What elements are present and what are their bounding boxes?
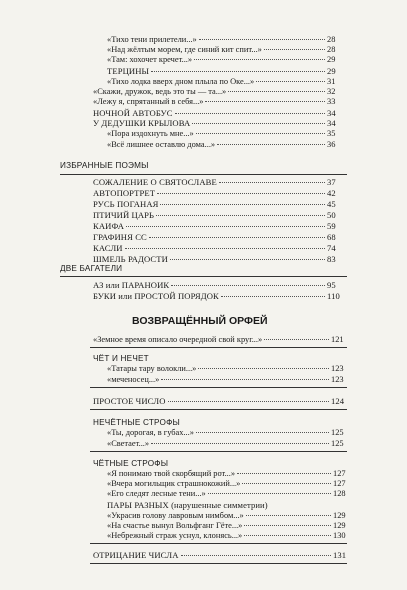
toc-entry: СОЖАЛЕНИЕ О СВЯТОСЛАВЕ 37 bbox=[93, 177, 336, 187]
section-rule bbox=[90, 543, 347, 544]
toc-entry: ГРАФИНЯ СС 68 bbox=[93, 232, 336, 242]
toc-entry: У ДЕДУШКИ КРЫЛОВА 34 bbox=[93, 118, 336, 128]
toc-entry: «Лежу я, спрятанный в себя...» 33 bbox=[93, 97, 336, 106]
toc-entry: КАСЛИ 74 bbox=[93, 243, 336, 253]
section-rule bbox=[60, 276, 347, 277]
section-heading: ИЗБРАННЫЕ ПОЭМЫ bbox=[60, 161, 149, 170]
toc-entry: «Вчера могильщик страшнокожий...» 127 bbox=[107, 479, 346, 488]
toc-entry: НОЧНОЙ АВТОБУС 34 bbox=[93, 108, 336, 118]
toc-entry: «Татары тару волокли...» 123 bbox=[107, 364, 344, 373]
toc-entry: «Там: хохочет кречет...» 29 bbox=[107, 55, 336, 64]
section-heading: НЕЧЁТНЫЕ СТРОФЫ bbox=[93, 418, 180, 427]
toc-entry: «Всё лишнее оставлю дома...» 36 bbox=[107, 140, 336, 149]
section-heading: ДВЕ БАГАТЕЛИ bbox=[60, 264, 123, 273]
section-rule bbox=[90, 451, 347, 452]
toc-entry: РУСЬ ПОГАНАЯ 45 bbox=[93, 199, 336, 209]
toc-subheading: ПАРЫ РАЗНЫХ (нарушенные симметрии) bbox=[107, 500, 268, 510]
toc-entry: ТЕРЦИНЫ 29 bbox=[107, 66, 336, 76]
toc-entry: «Над жёлтым морем, где синий кит спит...» 28 bbox=[107, 45, 336, 54]
section-rule bbox=[90, 347, 347, 348]
toc-entry: «Тихо тени прилетели...» 28 bbox=[107, 35, 336, 44]
section-rule bbox=[90, 563, 347, 564]
toc-entry: «Пора издохнуть мне...» 35 bbox=[107, 129, 336, 138]
section-rule bbox=[60, 174, 347, 175]
section-rule bbox=[90, 409, 347, 410]
toc-entry: «Ты, дорогая, в губах...» 125 bbox=[107, 428, 344, 437]
toc-entry: «Я понимаю твой скорбящий рот...» 127 bbox=[107, 469, 346, 478]
toc-entry: «Украсив голову лавровым нимбом...» 129 bbox=[107, 511, 346, 520]
toc-entry: ШМЕЛЬ РАДОСТИ 83 bbox=[93, 254, 336, 264]
toc-entry: ОТРИЦАНИЕ ЧИСЛА 131 bbox=[93, 550, 347, 560]
toc-entry: «Небрежный страж уснул, клонясь...» 130 bbox=[107, 531, 346, 540]
toc-entry: «меченосец...» 123 bbox=[107, 375, 344, 384]
part-heading: ВОЗВРАЩЁННЫЙ ОРФЕЙ bbox=[132, 315, 268, 327]
toc-entry: «Земное время описало очередной свой круг...» 121 bbox=[93, 335, 344, 344]
toc-entry: АЗ или ПАРАНОИК 95 bbox=[93, 280, 336, 290]
section-heading: ЧЁТ И НЕЧЕТ bbox=[93, 354, 149, 363]
toc-entry: ПТИЧИЙ ЦАРЬ 50 bbox=[93, 210, 336, 220]
toc-entry: ПРОСТОЕ ЧИСЛО 124 bbox=[93, 396, 345, 406]
toc-entry: АВТОПОРТРЕТ 42 bbox=[93, 188, 336, 198]
toc-entry: БУКИ или ПРОСТОЙ ПОРЯДОК 110 bbox=[93, 291, 340, 301]
section-rule bbox=[90, 387, 347, 388]
toc-entry: «Светает...» 125 bbox=[107, 439, 344, 448]
toc-entry: КАИФА 59 bbox=[93, 221, 336, 231]
toc-entry: «Тихо лодка вверх дном плыла по Оке...» 31 bbox=[107, 77, 336, 86]
toc-entry: «Скажи, дружок, ведь это ты — та...» 32 bbox=[93, 87, 336, 96]
toc-entry: «На счастье вынул Вольфганг Гёте...» 129 bbox=[107, 521, 346, 530]
section-heading: ЧЁТНЫЕ СТРОФЫ bbox=[93, 459, 169, 468]
toc-entry: «Его следят лесные тени...» 128 bbox=[107, 489, 346, 498]
